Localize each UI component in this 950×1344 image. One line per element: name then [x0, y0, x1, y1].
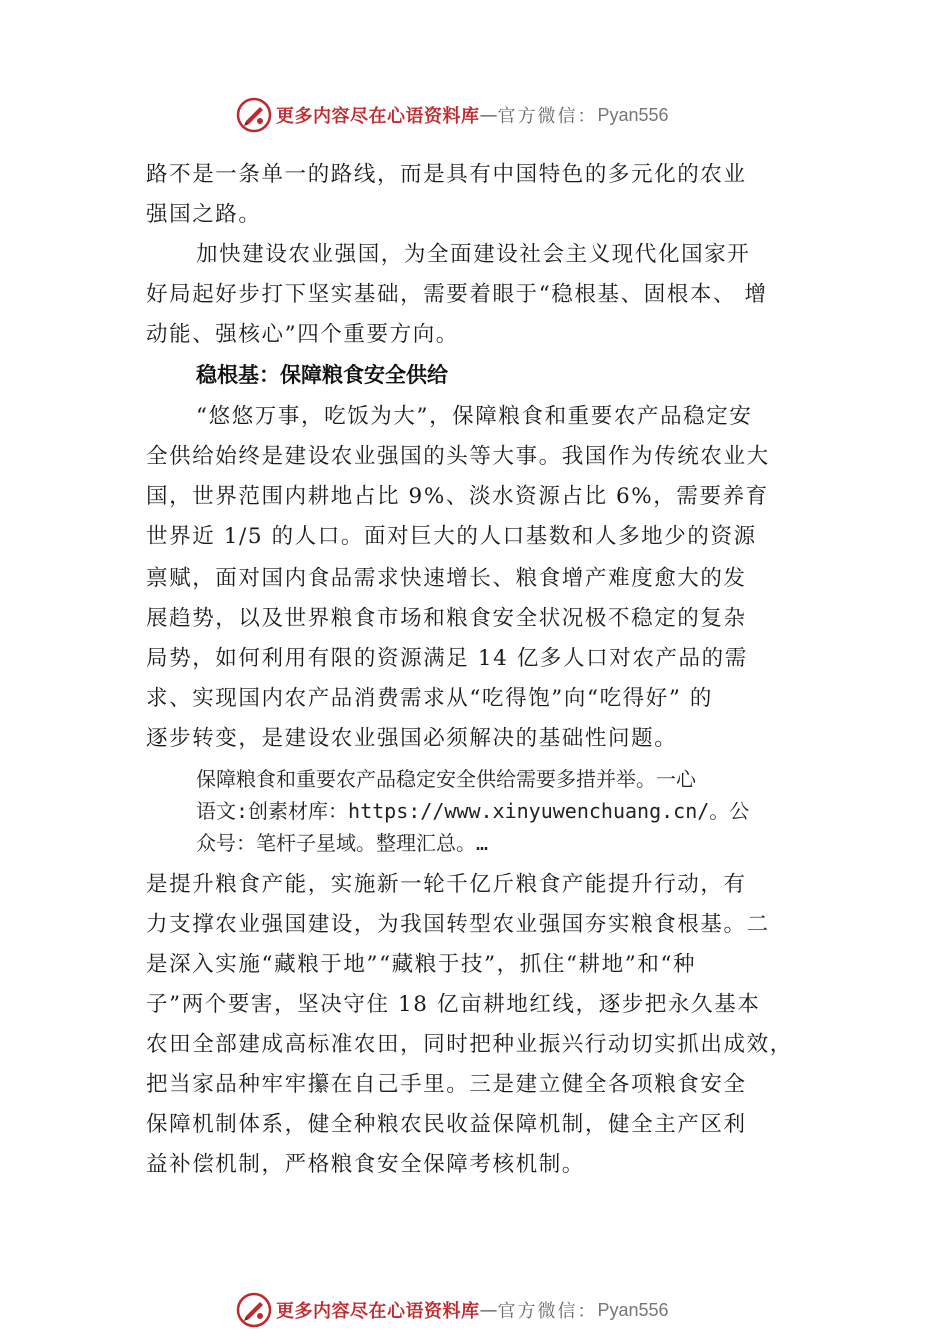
text-line: 把当家品种牢牢攥在自己手里。三是建立健全各项粮食安全 [146, 1072, 747, 1097]
text-line: 益补偿机制，严格粮食安全保障考核机制。 [146, 1152, 585, 1177]
text-line: 全供给始终是建设农业强国的头等大事。我国作为传统农业大 [146, 444, 770, 469]
section-heading: 稳根基：保障粮食安全供给 [196, 363, 448, 387]
brand-name: 更多内容尽在心语资料库 [276, 1301, 480, 1322]
brand-logo-icon [236, 97, 272, 133]
text-line: 力支撑农业强国建设，为我国转型农业强国夯实粮食根基。二 [146, 912, 770, 937]
footer-banner [236, 1290, 669, 1330]
text-line: 禀赋，面对国内食品需求快速增长、粮食增产难度愈大的发 [146, 566, 747, 591]
brand-name: 更多内容尽在心语资料库 [276, 106, 480, 127]
text-line: 子”两个要害，坚决守住 18 亿亩耕地红线，逐步把永久基本 [146, 992, 761, 1017]
wechat-label: 官方微信： [497, 106, 598, 127]
brand-logo-icon [236, 1292, 272, 1328]
wechat-id: Pyan556 [597, 1299, 669, 1320]
text-line: 保障机制体系，健全种粮农民收益保障机制，健全主产区利 [146, 1112, 747, 1137]
text-line: 展趋势，以及世界粮食市场和粮食安全状况极不稳定的复杂 [146, 606, 747, 631]
text-line: 局势，如何利用有限的资源满足 14 亿多人口对农产品的需 [146, 646, 748, 671]
text-line: 路不是一条单一的路线，而是具有中国特色的多元化的农业 [146, 162, 747, 187]
text-line: 是提升粮食产能，实施新一轮千亿斤粮食产能提升行动，有 [146, 872, 747, 897]
text-line: 是深入实施“藏粮于地”“藏粮于技”，抓住“耕地”和“种 [146, 952, 697, 977]
wechat-label: 官方微信： [497, 1301, 598, 1322]
text-line: 世界近 1/5 的人口。面对巨大的人口基数和人多地少的资源 [146, 524, 757, 549]
text-line: 国，世界范围内耕地占比 9%、淡水资源占比 6%，需要养育 [146, 484, 769, 509]
quote-line: 保障粮食和重要农产品稳定安全供给需要多措并举。一心 [196, 767, 696, 791]
text-line: 加快建设农业强国，为全面建设社会主义现代化国家开 [196, 242, 751, 267]
text-line: 强国之路。 [146, 202, 262, 227]
text-line: 求、实现国内农产品消费需求从“吃得饱”向“吃得好” 的 [146, 686, 714, 711]
quote-line: 众号：笔杆子星域。整理汇总。… [196, 831, 489, 855]
header-banner [236, 95, 669, 135]
banner-dash: — [479, 104, 498, 126]
banner-dash: — [479, 1299, 498, 1321]
text-line: 好局起好步打下坚实基础，需要着眼于“稳根基、固根本、 增 [146, 282, 768, 307]
wechat-id: Pyan556 [597, 104, 669, 125]
quote-line: 语文:创素材库：https://www.xinyuwenchuang.cn/。公 [196, 799, 750, 823]
text-line: 动能、强核心”四个重要方向。 [146, 322, 459, 347]
text-line: “悠悠万事，吃饭为大”，保障粮食和重要农产品稳定安 [196, 404, 753, 429]
text-line: 农田全部建成高标准农田，同时把种业振兴行动切实抓出成效， [146, 1032, 793, 1057]
text-line: 逐步转变，是建设农业强国必须解决的基础性问题。 [146, 726, 678, 751]
